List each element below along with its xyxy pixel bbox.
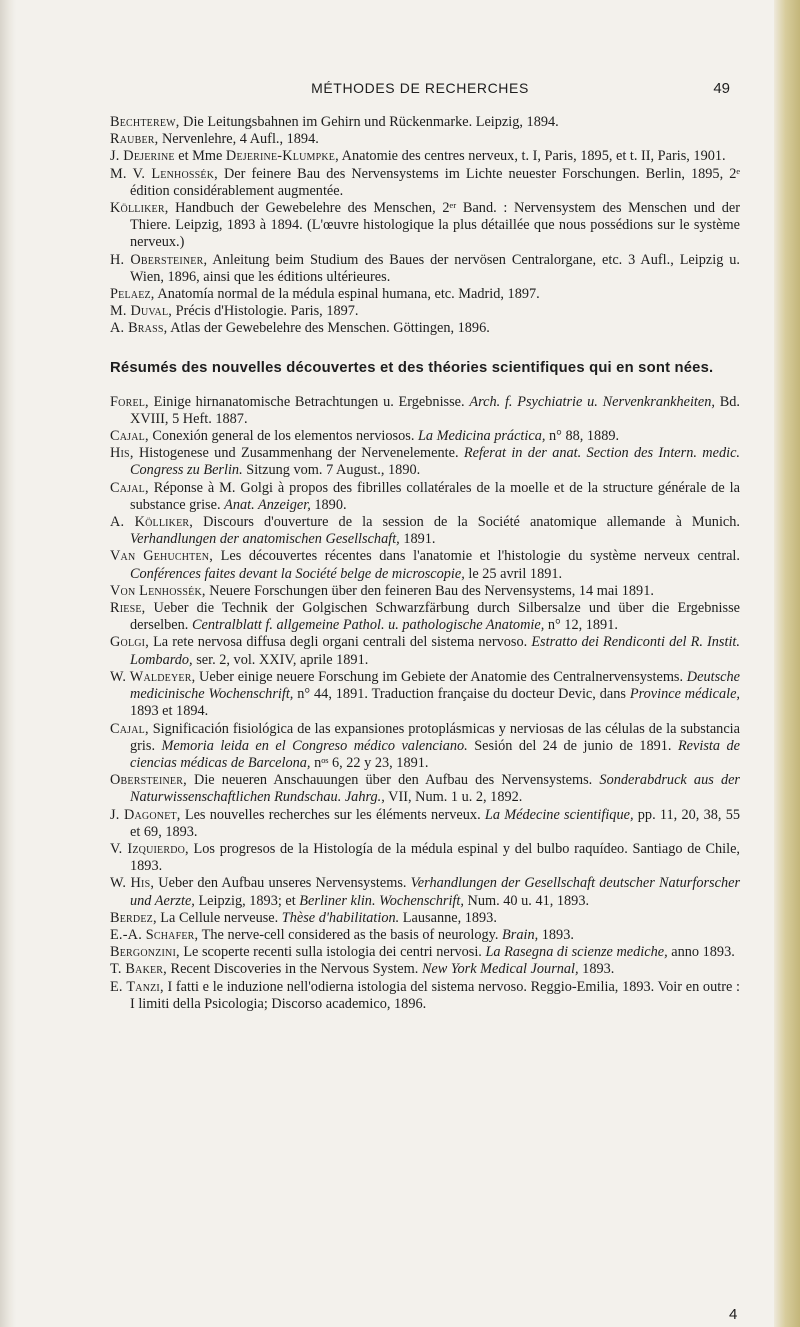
entry-text: Die Leitungsbahnen im Gehirn und Rückenmarke. Leipzig, 1894.	[179, 114, 559, 130]
entry-text: anno 1893.	[667, 944, 735, 961]
entry-publication: La Medicina práctica,	[417, 428, 546, 445]
entry-author: E. Tanzi,	[110, 978, 164, 995]
entry-text: Les nouvelles recherches sur les éléments nerveux.	[180, 806, 485, 823]
entry-text: I fatti e le induzione nell'odierna istologia del sistema nervoso. Reggio-Emilia, 1893. Voir en outre : I limiti della Psicologia; Discorso academico, 1896.	[130, 978, 740, 1012]
entry-publication: La Rasegna di scienze mediche,	[485, 944, 668, 961]
entry-text: Anatomía normal de la médula espinal humana, etc. Madrid, 1897.	[154, 286, 540, 303]
entry-publication: Verhandlungen der anatomischen Gesellschaft,	[130, 531, 400, 548]
signature-mark: 4	[729, 1306, 738, 1323]
entry-author: Riese,	[110, 600, 146, 617]
entry-author: A. Kölliker,	[110, 514, 194, 531]
entry-text: La Cellule nerveuse.	[156, 909, 282, 926]
entry-author: W. His,	[110, 875, 155, 892]
bibliography-entry	[110, 394, 740, 428]
entry-author: Cajal,	[110, 428, 149, 445]
entry-author: Golgi,	[110, 634, 149, 651]
bibliography-entry	[110, 114, 740, 131]
entry-author: Kölliker,	[110, 200, 169, 217]
entry-publication: Memoria leida en el Congreso médico valenciano.	[161, 737, 468, 754]
entry-text: Leipzig, 1893; et	[194, 892, 300, 909]
bibliography-entry	[110, 200, 740, 252]
entry-publication: Conférences faites devant la Société belge de microscopie,	[130, 565, 465, 582]
bibliography-entry	[110, 634, 740, 668]
entry-author: M. V. Lenhossék,	[110, 165, 218, 182]
entry-text: n° 88, 1889.	[545, 428, 620, 445]
entry-publication: Thèse d'habilitation.	[281, 909, 400, 926]
bibliography-entry	[110, 875, 740, 909]
bibliography-entry	[110, 303, 740, 320]
entry-text: 1890.	[310, 496, 347, 513]
entry-text: le 25 avril 1891.	[464, 565, 563, 582]
entry-publication: Sonderabdruck aus der Naturwissenschaftlichen Rundschau. Jahrg.,	[130, 772, 740, 806]
entry-author: Van Gehuchten,	[110, 548, 213, 565]
entry-author: E.-A. Schafer,	[110, 926, 199, 943]
bibliography-entry	[110, 514, 740, 548]
entry-author: Berdez,	[110, 909, 157, 926]
entry-author: H. Obersteiner,	[110, 251, 208, 268]
section-heading: Résumés des nouvelles découvertes et des théories scientifiques qui en sont nées.	[110, 359, 714, 376]
entry-author: Rauber,	[110, 131, 159, 148]
entry-text: Bd. XVIII, 5 Heft. 1887.	[130, 393, 740, 427]
page-content	[110, 114, 740, 1013]
entry-text: Les découvertes récentes dans l'anatomie et l'histologie du système nerveux central.	[212, 548, 740, 565]
entry-text: Nervenlehre, 4 Aufl., 1894.	[158, 131, 319, 148]
entry-author: T. Baker,	[110, 961, 167, 978]
entry-text: Handbuch der Gewebelehre des Menschen, 2ᵉʳ Band. : Nervensystem des Menschen und der Thiere. Leipzig, 1893 à 1894. (L'œuvre histologique la plus détaillée que nous possédions sur le système nerveux.)	[130, 200, 740, 251]
bibliography-entry	[110, 721, 740, 773]
entry-text: ser. 2, vol. XXIV, aprile 1891.	[192, 651, 369, 668]
entry-publication: New York Medical Journal,	[421, 961, 579, 978]
entry-text: Réponse à M. Golgi à propos des fibrilles collatérales de la moelle et de la structure générale de la substance grise.	[130, 479, 740, 513]
entry-publication: Referat in der anat. Section des Intern. medic. Congress zu Berlin.	[130, 445, 740, 479]
bibliography-entry	[110, 166, 740, 200]
entry-publication: Arch. f. Psychiatrie u. Nervenkrankheiten,	[469, 393, 715, 410]
entry-publication: Province médicale,	[629, 686, 740, 703]
bibliography-entry	[110, 600, 740, 634]
bibliography-entry	[110, 669, 740, 721]
entry-text: Histogenese und Zusammenhang der Nervenelemente.	[133, 445, 464, 462]
entry-text: Discours d'ouverture de la session de la Société anatomique allemande à Munich.	[193, 514, 740, 531]
entry-author: Cajal,	[110, 720, 149, 737]
entry-text: Précis d'Histologie. Paris, 1897.	[172, 303, 359, 320]
entry-publication: La Médecine scientifique,	[484, 806, 634, 823]
entry-text: Ueber den Aufbau unseres Nervensystems.	[154, 875, 411, 892]
entry-publication: Centralblatt f. allgemeine Pathol. u. pathologische Anatomie,	[191, 617, 545, 634]
entry-text: Recent Discoveries in the Nervous System.	[166, 961, 422, 978]
entry-text: Ueber einige neuere Forschung im Gebiete der Anatomie des Centralnervensystems.	[195, 668, 687, 685]
entry-text: 1893 et 1894.	[130, 703, 209, 720]
entry-text: Num. 40 u. 41, 1893.	[463, 892, 590, 909]
entry-text: Atlas der Gewebelehre des Menschen. Göttingen, 1896.	[167, 320, 490, 337]
entry-text: pp. 11, 20, 38, 55 et 69, 1893.	[130, 806, 741, 840]
entry-author: W. Waldeyer,	[110, 668, 196, 685]
bibliography-entry	[110, 148, 740, 165]
entry-publication: Verhandlungen der Gesellschaft deutscher Naturforscher und Aerzte,	[130, 875, 741, 909]
entry-text: Anleitung beim Studium des Baues der nervösen Centralorgane, etc. 3 Aufl., Leipzig u. Wien, 1896, ainsi que les éditions ultérieures.	[130, 251, 740, 285]
bibliography-entry	[110, 772, 740, 806]
entry-text: Ueber die Technik der Golgischen Schwarzfärbung durch Silbersalze und über die Ergebnisse derselben.	[130, 600, 740, 634]
entry-author: J. Dagonet,	[110, 806, 181, 823]
entry-author: V. Izquierdo,	[110, 840, 189, 857]
entry-text: Significación fisiológica de las expansiones protoplásmicas y nerviosas de las células de la substancia gris.	[130, 720, 740, 754]
page-number: 49	[713, 80, 730, 97]
entry-author: Von Lenhossék,	[110, 582, 206, 599]
bibliography-entry	[110, 944, 740, 961]
bibliography-entry	[110, 961, 740, 978]
entry-text: Le scoperte recenti sulla istologia dei centri nervosi.	[179, 944, 486, 961]
entry-author: Forel,	[110, 393, 149, 410]
entry-author: Obersteiner,	[110, 772, 187, 789]
entry-text: The nerve-cell considered as the basis of neurology.	[198, 926, 503, 943]
entry-text: 1893.	[578, 961, 615, 978]
bibliography-entry	[110, 807, 740, 841]
bibliography-list-theories	[110, 394, 740, 1013]
bibliography-entry	[110, 428, 740, 445]
entry-text: Sesión del 24 de junio de 1891.	[467, 737, 678, 754]
page-header	[110, 80, 730, 100]
entry-author: Cajal,	[110, 479, 149, 496]
entry-publication: Deutsche medicinische Wochenschrift,	[130, 668, 740, 703]
entry-text: et Mme	[174, 148, 226, 165]
entry-publication: Berliner klin. Wochenschrift,	[299, 892, 464, 909]
bibliography-entry	[110, 548, 740, 582]
entry-text: 1893.	[538, 926, 574, 943]
entry-author: Bechterew,	[110, 114, 180, 130]
entry-text: Der feinere Bau des Nervensystems im Lichte neuester Forschungen. Berlin, 1895, 2ᵉ édition considérablement augmentée.	[130, 165, 741, 199]
entry-author: A. Brass,	[110, 320, 168, 337]
entry-text: n° 44, 1891. Traduction française du docteur Devic, dans	[293, 686, 630, 703]
entry-text: Sitzung vom. 7 August., 1890.	[242, 462, 421, 479]
entry-publication: Anat. Anzeiger,	[224, 496, 311, 513]
bibliography-entry	[110, 583, 740, 600]
entry-text: Los progresos de la Histología de la médula espinal y del bulbo raquídeo. Santiago de Chile, 1893.	[130, 840, 741, 875]
entry-author: J. Dejerine	[110, 148, 175, 165]
bibliography-entry	[110, 927, 740, 944]
entry-author: Pelaez,	[110, 286, 155, 303]
bibliography-entry	[110, 979, 740, 1013]
entry-text: Lausanne, 1893.	[399, 909, 497, 926]
entry-author: M. Duval,	[110, 303, 173, 320]
page-gutter-left	[0, 0, 16, 1327]
entry-text: Einige hirnanatomische Betrachtungen u. Ergebnisse.	[148, 393, 470, 410]
bibliography-list-general	[110, 114, 740, 338]
bibliography-entry	[110, 286, 740, 303]
bibliography-entry	[110, 445, 740, 479]
bibliography-entry	[110, 910, 740, 927]
entry-author: Bergonzini,	[110, 944, 180, 961]
entry-text: Neuere Forschungen über den feineren Bau des Nervensystems, 14 mai 1891.	[205, 582, 654, 599]
entry-text: 1891.	[399, 531, 436, 548]
entry-publication: Estratto dei Rendiconti del R. Instit. Lombardo,	[130, 634, 740, 668]
bibliography-entry	[110, 841, 740, 875]
entry-text: La rete nervosa diffusa degli organi centrali del sistema nervoso.	[148, 634, 532, 651]
bibliography-entry	[110, 320, 740, 337]
bibliography-entry	[110, 252, 740, 286]
entry-text: Anatomie des centres nerveux, t. I, Paris, 1895, et t. II, Paris, 1901.	[338, 148, 726, 165]
entry-publication: Brain,	[502, 926, 539, 943]
entry-text: VII, Num. 1 u. 2, 1892.	[384, 789, 523, 806]
entry-author: His,	[110, 445, 134, 462]
entry-text: Conexión general de los elementos nerviosos.	[148, 428, 418, 445]
entry-publication: Revista de ciencias médicas de Barcelona,	[130, 737, 740, 771]
entry-text: n° 12, 1891.	[544, 617, 618, 634]
bibliography-entry	[110, 131, 740, 148]
page-gutter-right	[774, 0, 800, 1327]
entry-author: Dejerine-Klumpke,	[225, 148, 339, 165]
bibliography-entry	[110, 480, 740, 514]
entry-text: nᵒˢ 6, 22 y 23, 1891.	[310, 754, 429, 771]
running-title: MÉTHODES DE RECHERCHES	[311, 80, 529, 96]
entry-text: Die neueren Anschauungen über den Aufbau des Nervensystems.	[186, 772, 600, 789]
